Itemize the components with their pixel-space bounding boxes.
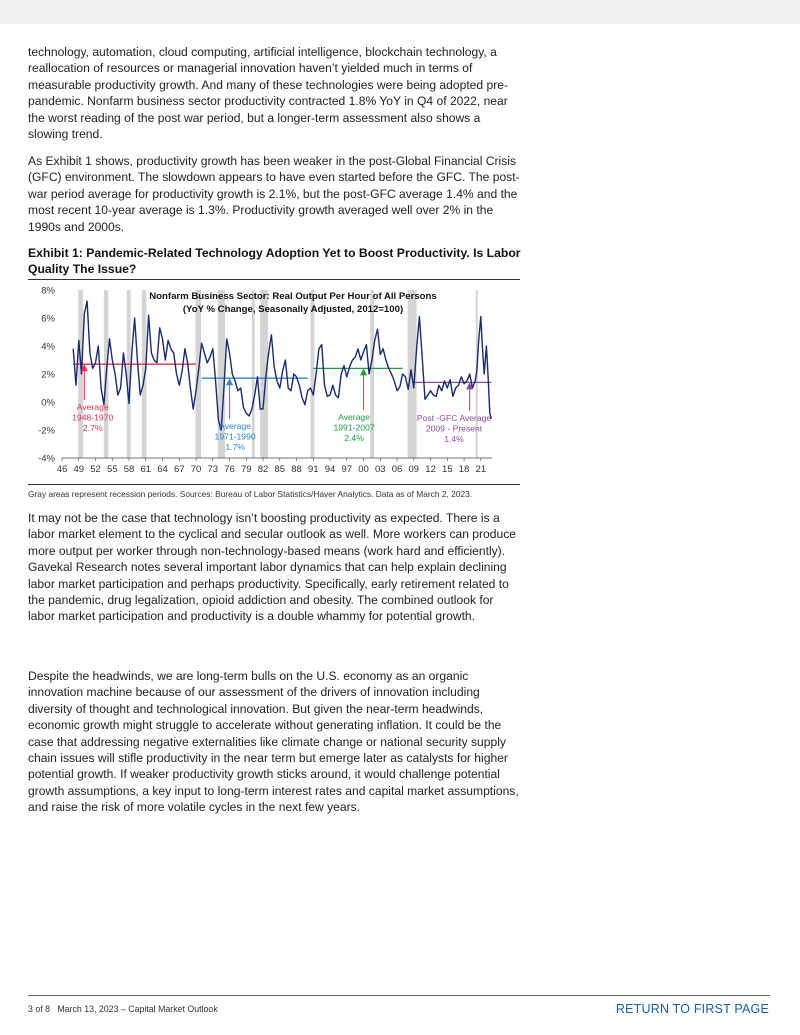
productivity-chart <box>28 282 520 482</box>
x-tick-label: 58 <box>123 464 135 475</box>
x-tick-label: 18 <box>458 464 470 475</box>
x-tick-label: 97 <box>341 464 353 475</box>
paragraph-technology: technology, automation, cloud computing, artificial intelligence, blockchain technology, a reallocation of resources or managerial innovation haven’t yielded much in terms of measurable productivity growth. And many of these technologies were being adopted pre-pandemic. Nonfarm business sector productivity contracted 1.8% YoY in Q4 of 2022, near the worst reading of the post war period, but a longer-term assessment also shows a slowing trend. <box>28 45 509 142</box>
productivity-series-line <box>73 301 491 430</box>
exhibit-bottom-rule <box>28 484 520 485</box>
x-tick-label: 91 <box>308 464 319 475</box>
chart-source-note: Gray areas represent recession periods. Sources: Bureau of Labor Statistics/Haver Analytics. Data as of March 2, 2023. <box>28 489 473 499</box>
y-tick-label: 6% <box>41 313 55 325</box>
paragraph-labor-market: It may not be the case that technology isn’t boosting productivity as expected. There is a labor market element to the cyclical and secular outlook as well. More workers can produce more output per worker through non-technology-based means (work hard and efficiently). Gavekal Research notes several important labor dynamics that can help explain declining labor market participation and perhaps productivity. Specifically, early retirement related to the pandemic, drug legalization, opioid addiction and obesity. The combined outlook for labor market participation and productivity is a double whammy for potential growth. <box>28 511 517 624</box>
x-tick-label: 55 <box>106 464 118 475</box>
x-tick-label: 73 <box>207 464 219 475</box>
return-to-first-page-link[interactable]: RETURN TO FIRST PAGE <box>615 1002 769 1016</box>
chart-title: Nonfarm Business Sector: Real Output Per Hour of All Persons <box>149 291 437 302</box>
x-tick-label: 94 <box>324 464 336 475</box>
x-tick-label: 03 <box>375 464 386 475</box>
x-tick-label: 64 <box>157 464 168 475</box>
footer-rule <box>28 995 770 996</box>
x-tick-label: 67 <box>173 464 185 475</box>
x-tick-label: 52 <box>90 464 101 475</box>
x-tick-label: 15 <box>442 464 453 475</box>
x-tick-label: 46 <box>56 464 68 475</box>
x-tick-label: 21 <box>475 464 487 475</box>
average-arrow-head <box>226 378 233 385</box>
recession-band <box>260 290 268 458</box>
y-tick-label: -4% <box>38 453 55 465</box>
x-tick-label: 49 <box>73 464 85 475</box>
x-tick-label: 88 <box>291 464 302 475</box>
average-label: Post -GFC Average 2009 - Present 1.4% <box>416 413 492 444</box>
average-label: Average 1991-2007 2.4% <box>333 412 375 443</box>
x-tick-label: 00 <box>358 464 369 475</box>
footer-page-info: 3 of 8 March 13, 2023 – Capital Market Outlook <box>28 1004 218 1014</box>
x-tick-label: 76 <box>224 464 235 475</box>
average-arrow-head <box>360 368 367 375</box>
viewer-top-bar <box>0 0 800 24</box>
x-tick-label: 06 <box>391 464 403 475</box>
y-tick-label: 4% <box>41 341 55 353</box>
x-tick-label: 61 <box>140 464 152 475</box>
x-tick-label: 79 <box>240 464 252 475</box>
y-tick-label: 2% <box>41 369 55 381</box>
chart-subtitle: (YoY % Change, Seasonally Adjusted, 2012=100) <box>182 304 404 315</box>
y-tick-label: -2% <box>38 425 55 437</box>
recession-band <box>370 290 374 458</box>
recession-band <box>142 290 146 458</box>
exhibit-title: Exhibit 1: Pandemic-Related Technology Adoption Yet to Boost Productivity. Is Labor Quality The Issue? <box>28 246 521 277</box>
x-tick-label: 09 <box>408 464 420 475</box>
x-tick-label: 85 <box>274 464 286 475</box>
y-tick-label: 0% <box>41 397 55 409</box>
x-tick-label: 12 <box>425 464 436 475</box>
exhibit-top-rule <box>28 279 520 280</box>
recession-band <box>311 290 315 458</box>
average-label: Average 1971-1990 1.7% <box>214 421 256 452</box>
paragraph-exhibit-intro: As Exhibit 1 shows, productivity growth has been weaker in the post-Global Financial Crisis (GFC) environment. The slowdown appears to have even started before the GFC. The post-war period average for productivity growth is 2.1%, but the post-GFC average 1.4% and the most recent 10-year average is 1.3%. Productivity growth averaged well over 2% in the 1990s and 2000s. <box>28 154 520 234</box>
x-tick-label: 82 <box>257 464 269 475</box>
average-label: Average 1948-1970 2.7% <box>72 402 114 433</box>
y-tick-label: 8% <box>41 285 55 297</box>
x-tick-label: 70 <box>190 464 202 475</box>
paragraph-headwinds: Despite the headwinds, we are long-term bulls on the U.S. economy as an organic innovation machine because of our assessment of the drivers of innovation including diversity of thought and technological innovation. But given the near-term headwinds, economic growth might struggle to accelerate without generating inflation. It could be the case that addressing negative externalities like climate change or national security supply chain issues will stifle productivity in the near term but emerge later as catalysts for higher potential growth. If weaker productivity growth sticks around, it would challenge potential growth assumptions, a key input to long-term interest rates and capital market assumptions, and raise the risk of more volatile cycles in the next few years. <box>28 669 519 815</box>
